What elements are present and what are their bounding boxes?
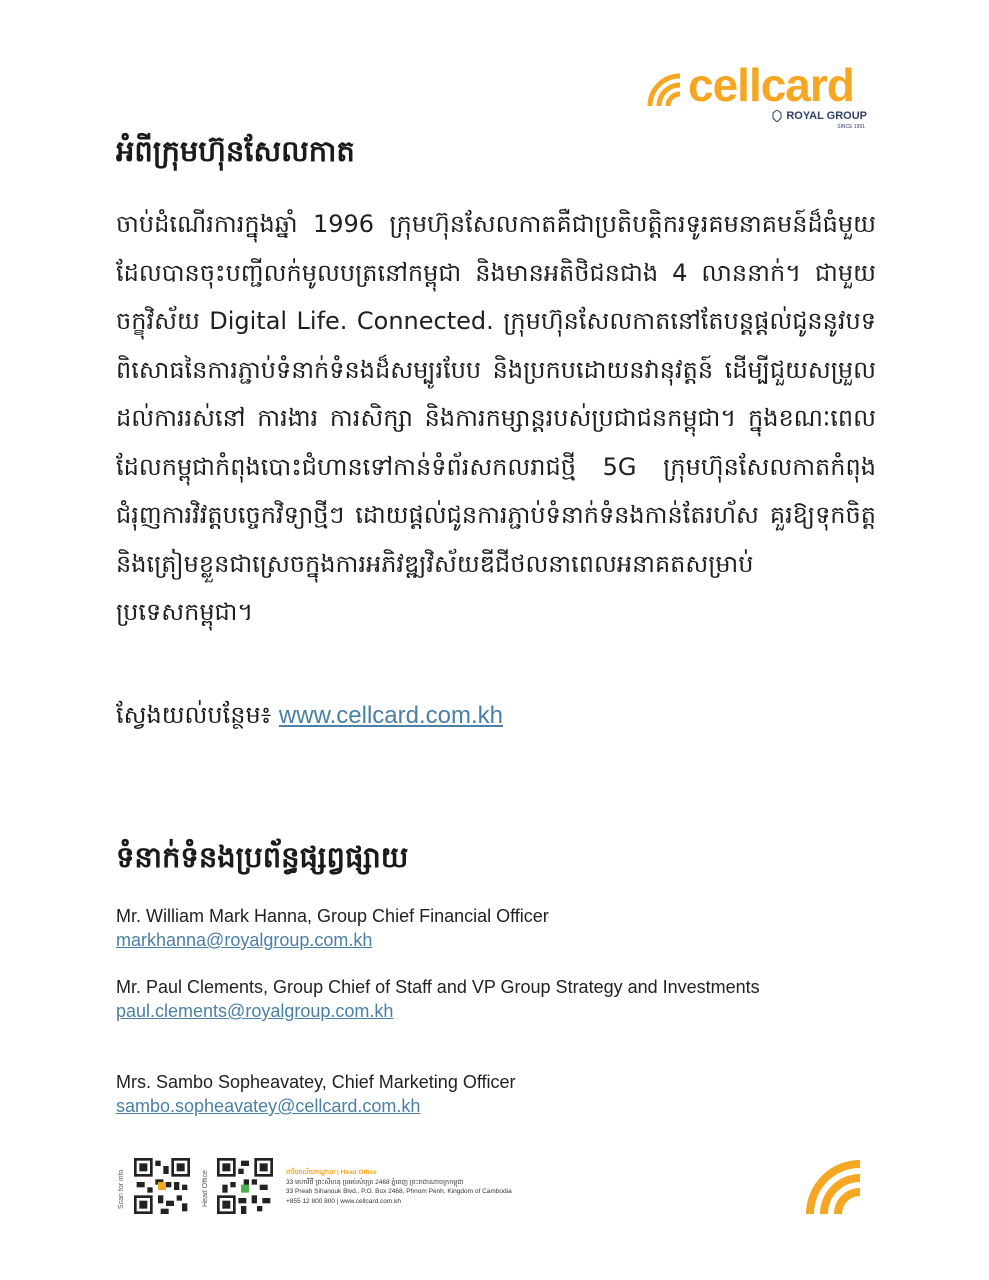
address-kh: 33 មហាវិថី ព្រះសីហនុ ប្រអប់សំបុត្រ 2468 ភ្នំពេញ ព្រះរាជាណាចក្រកម្ពុជា bbox=[286, 1178, 464, 1186]
phone-web: +855 12 800 800 | www.cellcard.com.kh bbox=[286, 1197, 401, 1205]
contact-entry bbox=[116, 904, 816, 952]
qr-code-icon[interactable] bbox=[134, 1158, 190, 1214]
about-heading: អំពីក្រុមហ៊ុនសែលកាត bbox=[116, 134, 355, 168]
since-label: SINCE 1991 bbox=[837, 124, 865, 130]
address-en: 33 Preah Sihanouk Blvd., P.O. Box 2468, Phnom Penh, Kingdom of Cambodia bbox=[286, 1188, 512, 1195]
contact-entry bbox=[116, 975, 816, 1023]
head-office-address bbox=[286, 1168, 606, 1206]
cellcard-signal-icon bbox=[804, 1156, 864, 1216]
logo-wordmark: cellcard bbox=[688, 59, 854, 111]
royal-group-label: ROYAL GROUP bbox=[786, 110, 867, 122]
office-title-kh: ការិយាល័យកណ្តាល bbox=[286, 1169, 336, 1176]
learn-more-label: ស្វែងយល់បន្ថែម៖ bbox=[116, 701, 272, 729]
scan-for-info-label: Scan for info bbox=[118, 1169, 125, 1209]
contact-email-link[interactable]: paul.clements@royalgroup.com.kh bbox=[116, 1001, 394, 1021]
contact-email-link[interactable]: sambo.sopheavatey@cellcard.com.kh bbox=[116, 1096, 421, 1116]
media-contact-heading: ទំនាក់ទំនងប្រព័ន្ធផ្សព្វផ្សាយ bbox=[116, 840, 409, 874]
cellcard-logo bbox=[646, 59, 871, 132]
footer bbox=[118, 1156, 868, 1220]
website-link[interactable]: www.cellcard.com.kh bbox=[278, 702, 503, 729]
office-title-en: | Head Office bbox=[337, 1169, 377, 1176]
qr-code-icon[interactable] bbox=[217, 1158, 273, 1214]
head-office-label: Head Office bbox=[202, 1170, 209, 1208]
contact-name: Mr. William Mark Hanna, Group Chief Financial Officer bbox=[116, 906, 549, 926]
royal-crest-icon bbox=[772, 110, 782, 122]
contact-name: Mr. Paul Clements, Group Chief of Staff and VP Group Strategy and Investments bbox=[116, 977, 760, 997]
cellcard-arcs-icon bbox=[646, 68, 686, 108]
learn-more bbox=[116, 700, 503, 735]
about-paragraph: ចាប់ដំណើរការក្នុងឆ្នាំ 1996 ក្រុមហ៊ុនសែលកាតគឺជាប្រតិបត្តិករទូរគមនាគមន៍ដ៏ធំមួយ ដែលបានចុះបញ្ជីលក់មូលបត្រនៅកម្ពុជា និងមានអតិថិជនជាង 4 លាននាក់។ ជាមួយចក្ខុវិស័យ Digital Life. Connected. ក្រុមហ៊ុនសែលកាតនៅតែបន្តផ្តល់ជូននូវបទពិសោធនៃការភ្ជាប់ទំនាក់ទំនងដ៏សម្បូរបែប និងប្រកបដោយនវានុវត្តន៍ ដើម្បីជួយសម្រួលដល់ការរស់នៅ ការងារ ការសិក្សា និងការកម្សាន្តរបស់ប្រជាជនកម្ពុជា។ ក្នុងខណៈពេលដែលកម្ពុជាកំពុងបោះជំហានទៅកាន់ទំព័រសកលរាជថ្មី 5G ក្រុមហ៊ុនសែលកាតកំពុងជំរុញការវិវត្តបច្ចេកវិទ្យាថ្មីៗ ដោយផ្តល់ជូនការភ្ជាប់ទំនាក់ទំនងកាន់តែរហ័ស គួរឱ្យទុកចិត្ត និងត្រៀមខ្លួនជាស្រេចក្នុងការអភិវឌ្ឍវិស័យឌីជីថលនាពេលអនាគតសម្រាប់ប្រទេសកម្ពុជា។ bbox=[116, 210, 876, 626]
contact-email-link[interactable]: markhanna@royalgroup.com.kh bbox=[116, 930, 373, 950]
contact-name: Mrs. Sambo Sopheavatey, Chief Marketing Officer bbox=[116, 1072, 516, 1092]
contact-entry bbox=[116, 1070, 816, 1118]
